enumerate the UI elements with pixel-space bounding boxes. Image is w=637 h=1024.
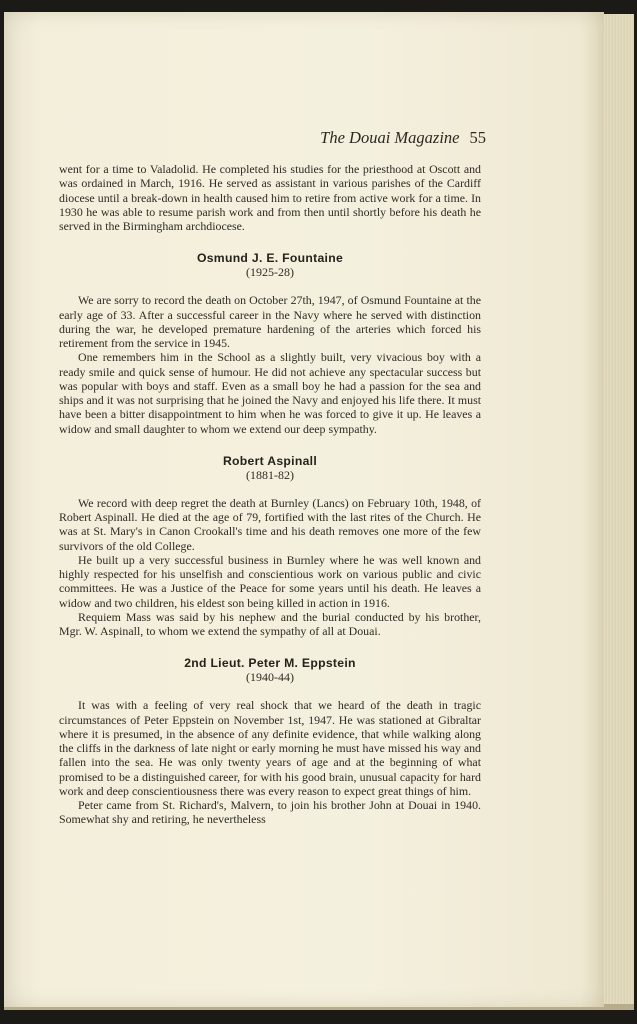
- obituary-heading-eppstein: [59, 656, 481, 684]
- obituary-years: (1925-28): [246, 265, 294, 280]
- obituary-name: Robert Aspinall: [222, 453, 318, 468]
- obituary-heading-fountaine: [59, 251, 481, 279]
- obituary-name: 2nd Lieut. Peter M. Eppstein: [184, 656, 356, 671]
- obituary-paragraph: Peter came from St. Richard's, Malvern, to join his brother John at Douai in 1940. Somewhat shy and retiring, he nevertheless: [59, 798, 481, 827]
- obituary-paragraph: We are sorry to record the death on October 27th, 1947, of Osmund Fountaine at the early age of 33. After a successful career in the Navy where he served with distinction during the war, he developed premature hardening of the arteries which forced his retirement from the service in 1945.: [59, 293, 481, 350]
- obituary-paragraph: We record with deep regret the death at Burnley (Lancs) on February 10th, 1948, of Robert Aspinall. He died at the age of 79, fortified with the last rites of the Church. He was at St. Mary's in Canon Crookall's time and his death removes one more of the few survivors of the old College.: [59, 495, 481, 553]
- obituary-heading-aspinall: [59, 454, 481, 482]
- running-header: [296, 128, 486, 148]
- intro-paragraph: went for a time to Valadolid. He completed his studies for the priesthood at Oscott and was ordained in March, 1916. He served as assistant in various parishes of the Cardiff diocese until a break-down in health caused him to retire from active work for a time. In 1930 he was able to resume parish work and from then until shortly before his death he served in the Birmingham archdiocese.: [59, 162, 481, 233]
- page-number: 55: [469, 128, 486, 147]
- obituary-paragraph: He built up a very successful business in Burnley where he was well known and highly respected for his unselfish and conscientious work on various public and civic committees. He was a Justice of the Peace for some years until his death. He leaves a widow and two children, his eldest son being killed in action in 1916.: [59, 552, 481, 610]
- obituary-years: (1881-82): [246, 467, 294, 482]
- obituary-paragraph: One remembers him in the School as a slightly built, very vivacious boy with a ready smile and quick sense of humour. He did not achieve any spectacular success but was popular with boys and staff. Even as a small boy he had a passion for the sea and ships and it was not surprising that he joined the Navy and enjoyed his life there. It must have been a bitter disappointment to him when he was forced to give it up. He leaves a widow and small daughter to whom we extend our deep sympathy.: [59, 350, 481, 436]
- article-body: [59, 162, 481, 827]
- magazine-title: The Douai Magazine: [320, 128, 460, 147]
- obituary-paragraph: Requiem Mass was said by his nephew and the burial conducted by his brother, Mgr. W. Aspinall, to whom we extend the sympathy of all at Douai.: [59, 609, 481, 638]
- obituary-paragraph: It was with a feeling of very real shock that we heard of the death in tragic circumstances of Peter Eppstein on November 1st, 1947. He was stationed at Gibraltar where it is presumed, in the absence of any definite evidence, that while walking along the cliffs in the darkness of late night or early morning he must have missed his way and fallen into the sea. He was only twenty years of age and at the beginning of what promised to be a distinguished career, for with his good brain, unusual capacity for hard work and deep conscientiousness there was every reason to expect great things of him.: [59, 698, 481, 798]
- obituary-name: Osmund J. E. Fountaine: [196, 251, 344, 266]
- page-edges: [600, 14, 634, 1004]
- obituary-years: (1940-44): [246, 670, 294, 685]
